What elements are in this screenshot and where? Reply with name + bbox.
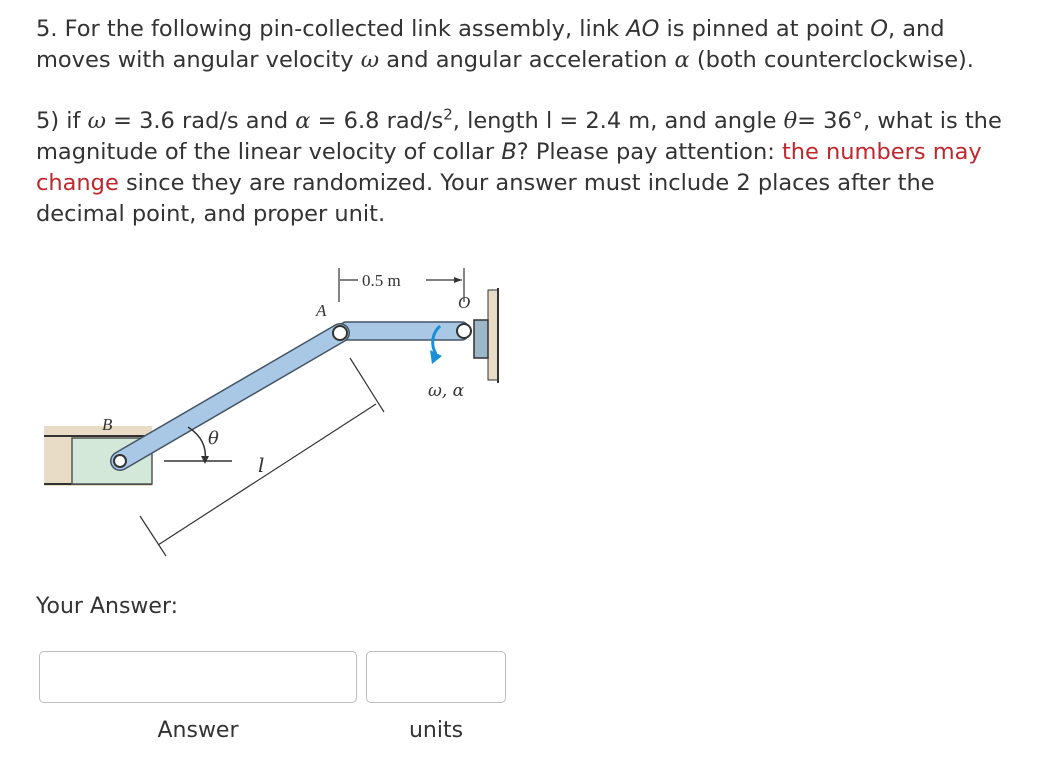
right-wall	[488, 290, 498, 380]
text-segment: since they are randomized. Your answer must include 2 places after the decimal point, and proper unit.	[36, 170, 935, 227]
label-o: O	[458, 293, 471, 312]
length-extension-a	[350, 358, 384, 412]
your-answer-label: Your Answer:	[36, 594, 179, 619]
text-segment: , and moves with angular velocity	[36, 16, 945, 73]
label-theta: θ	[208, 428, 219, 449]
pin-bracket	[474, 320, 488, 358]
text-segment: is pinned at point	[659, 16, 871, 42]
pin-b	[114, 455, 126, 467]
link-symbol: AO	[626, 16, 660, 42]
text-segment: , length l = 2.4 m, and angle	[452, 108, 784, 134]
problem-statement	[36, 14, 1006, 76]
text-segment: ? Please pay attention:	[516, 139, 782, 165]
question-text	[36, 106, 1006, 230]
superscript: 2	[443, 105, 453, 124]
text-segment: = 6.8 rad/s	[310, 108, 444, 134]
omega-symbol: ω	[360, 47, 380, 73]
warning-text: the numbers may change	[36, 139, 982, 196]
theta-arc	[188, 427, 205, 461]
answer-caption: Answer	[157, 718, 239, 743]
units-caption: units	[408, 718, 464, 743]
link-ab	[120, 333, 340, 461]
linkage-diagram	[40, 258, 520, 558]
pin-o	[457, 324, 471, 338]
answer-input[interactable]	[39, 651, 357, 703]
units-input[interactable]	[366, 651, 506, 703]
label-b: B	[102, 415, 113, 434]
text-segment: (both counterclockwise).	[689, 47, 974, 73]
length-extension-b	[140, 516, 166, 556]
text-segment: = 36°, what is the magnitude of the linear velocity of collar	[36, 108, 1002, 165]
text-segment: and angular acceleration	[379, 47, 675, 73]
pin-a	[333, 326, 347, 340]
collar-symbol: B	[501, 139, 517, 165]
dimension-arrow-right	[454, 277, 462, 283]
alpha-symbol: α	[295, 108, 311, 134]
pin-symbol: O	[870, 16, 888, 42]
theta-arc-arrow	[201, 456, 209, 464]
label-a: A	[316, 301, 327, 320]
text-segment: 5) if	[36, 108, 88, 134]
label-length: l	[258, 453, 265, 477]
text-segment: = 3.6 rad/s and	[105, 108, 296, 134]
label-omega-alpha: ω, α	[428, 381, 465, 401]
omega-symbol: ω	[87, 108, 106, 134]
text-segment: 5. For the following pin-collected link assembly, link	[36, 16, 627, 42]
alpha-symbol: α	[674, 47, 690, 73]
dimension-label: 0.5 m	[362, 271, 401, 290]
link-ao	[340, 322, 468, 340]
theta-symbol: θ	[783, 108, 798, 134]
